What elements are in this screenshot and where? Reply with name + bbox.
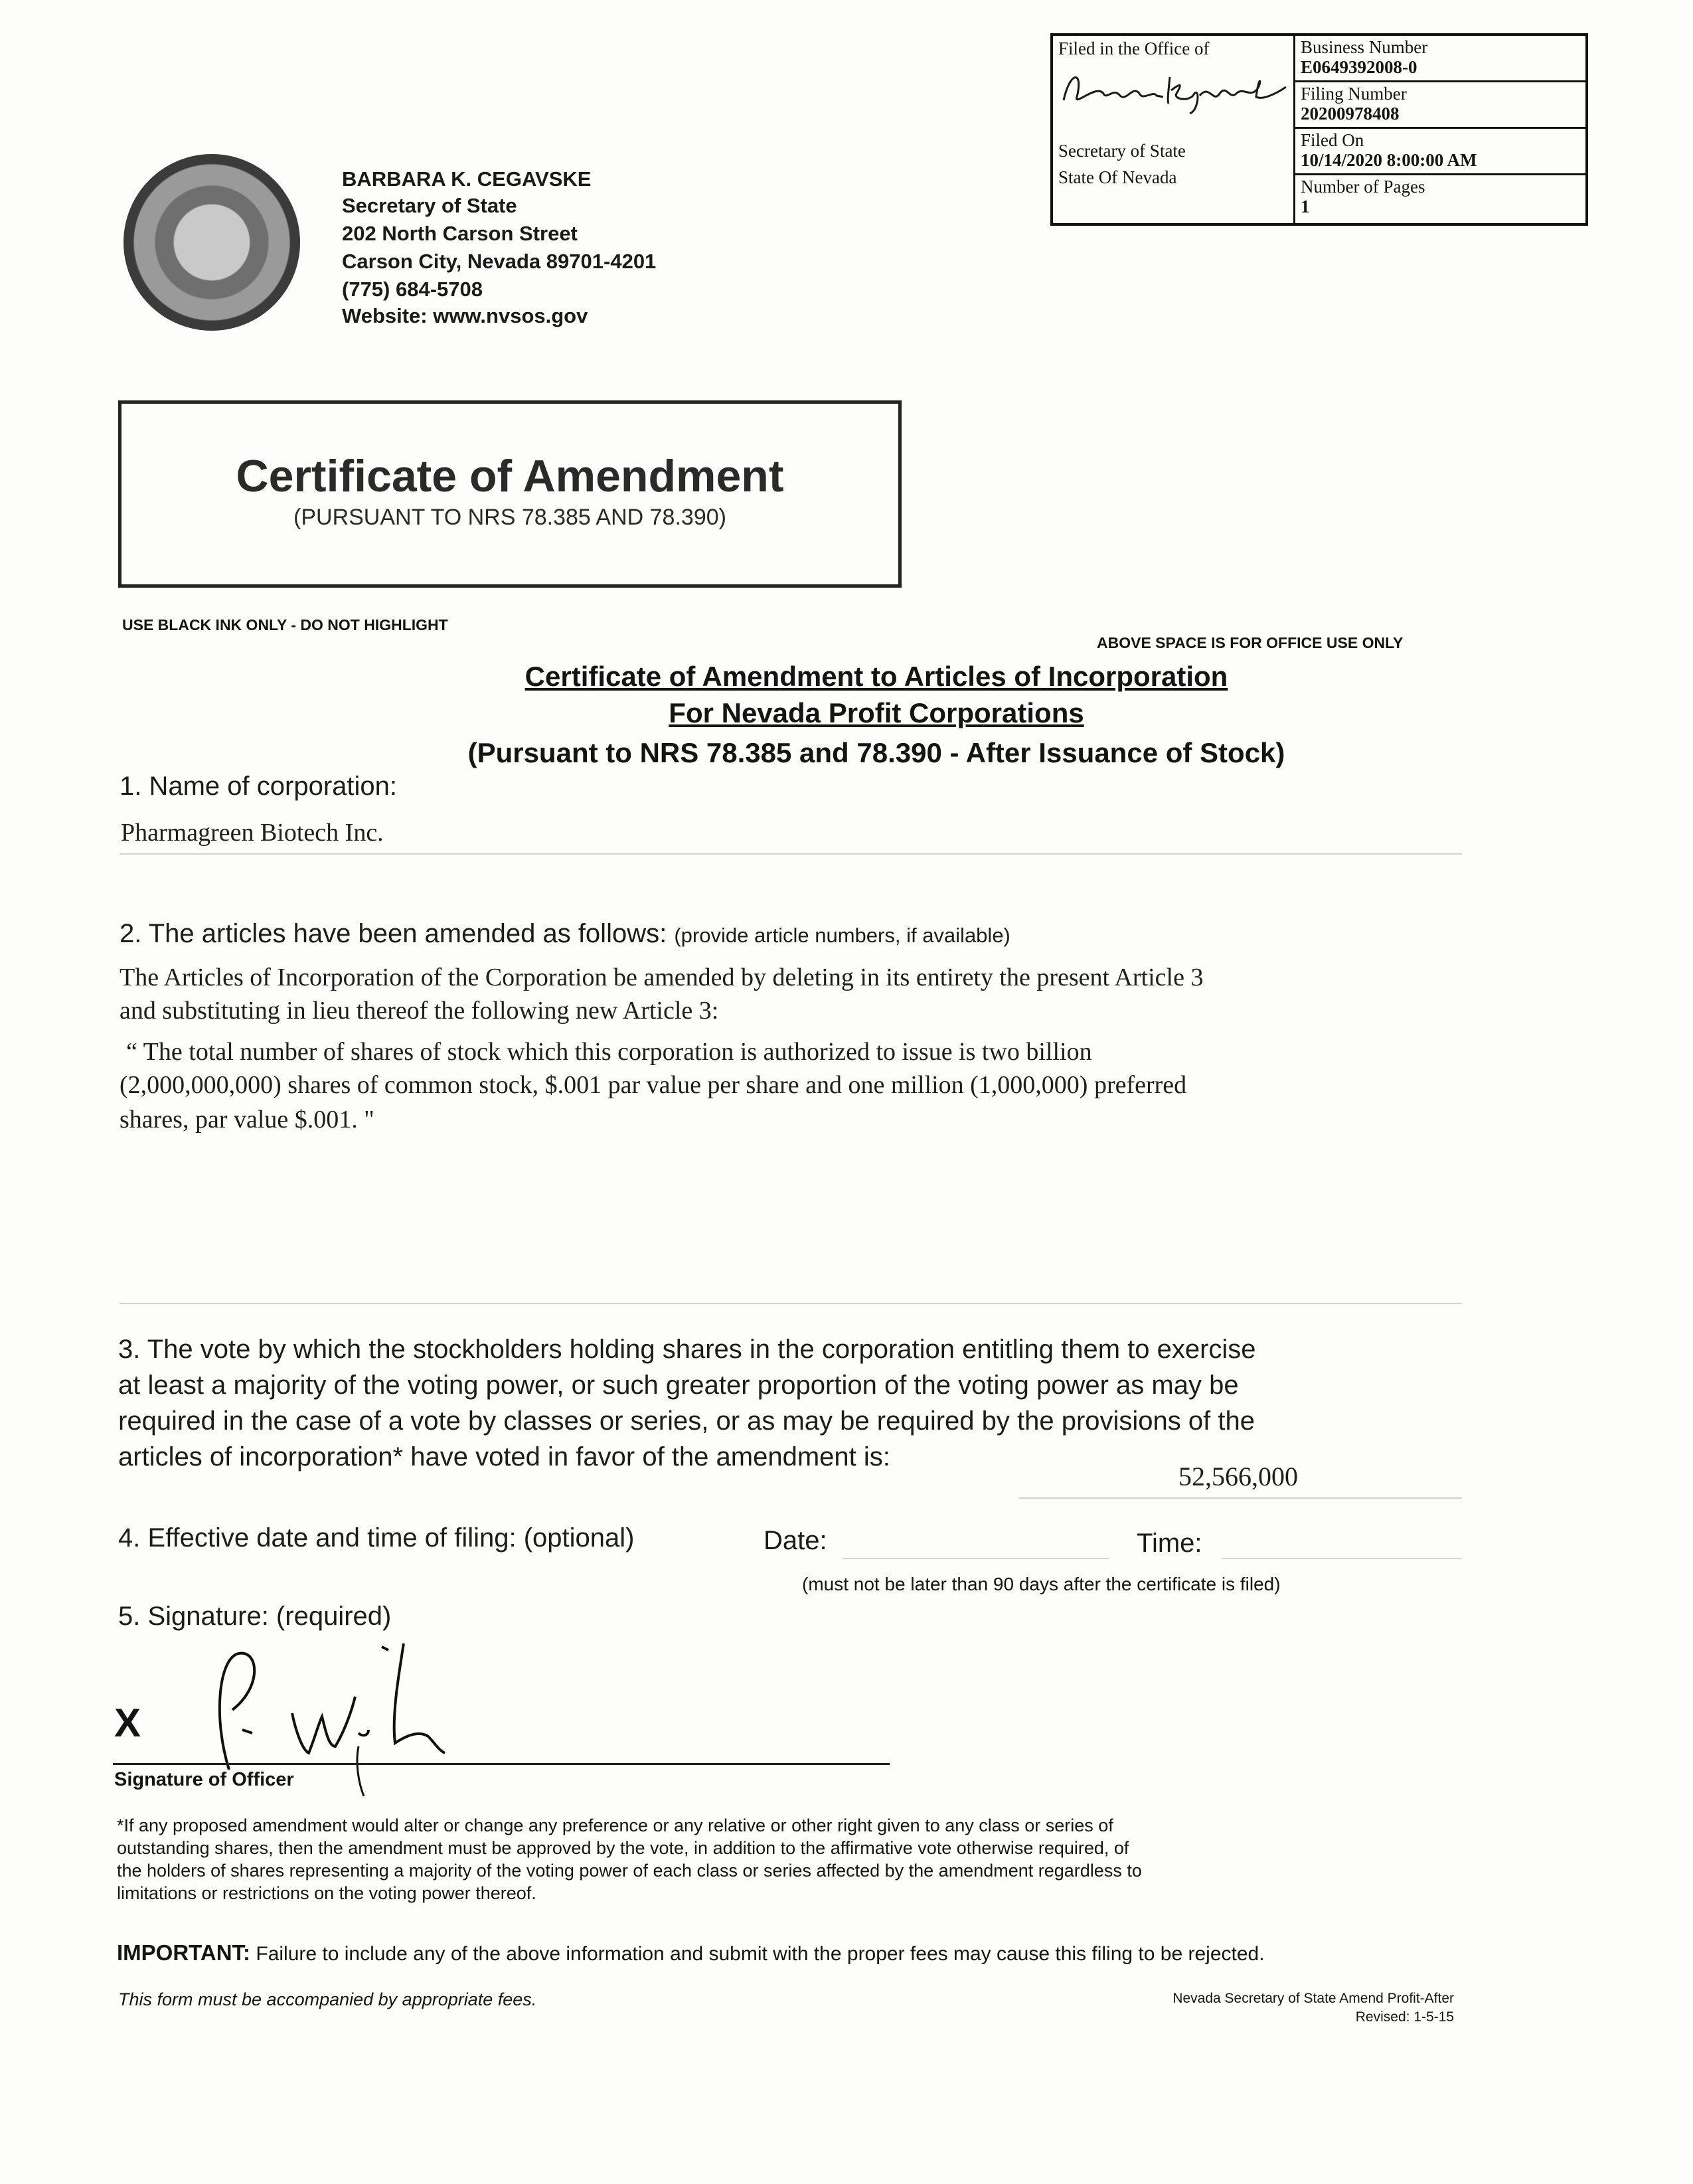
amendment-line: “ The total number of shares of stock which this corporation is authorized to issue is two billion bbox=[126, 1038, 1092, 1066]
footnote-line: outstanding shares, then the amendment must be approved by the vote, in addition to the affirmative vote otherwise required, of bbox=[117, 1838, 1129, 1858]
q3-line: required in the case of a vote by classes or series, or as may be required by the provisions of the bbox=[118, 1406, 1255, 1436]
vote-count-underline bbox=[1019, 1497, 1462, 1499]
filed-in-office-label: Filed in the Office of bbox=[1058, 39, 1210, 58]
important-notice bbox=[117, 1940, 1265, 1966]
filed-on-row bbox=[1295, 129, 1585, 175]
secretary-name: BARBARA K. CEGAVSKE bbox=[342, 167, 592, 191]
secretary-title: Secretary of State bbox=[342, 194, 517, 217]
pages-row bbox=[1295, 175, 1585, 223]
office-phone: (775) 684-5708 bbox=[342, 278, 483, 301]
amendment-line: shares, par value $.001. " bbox=[120, 1106, 374, 1134]
filing-details-cell bbox=[1295, 36, 1585, 223]
business-number-value: E0649392008-0 bbox=[1301, 57, 1417, 77]
time-label: Time: bbox=[1137, 1529, 1202, 1558]
filing-number-row bbox=[1295, 82, 1585, 129]
form-heading-line3: (Pursuant to NRS 78.385 and 78.390 - After Issuance of Stock) bbox=[467, 737, 1285, 768]
filed-on-value: 10/14/2020 8:00:00 AM bbox=[1301, 150, 1477, 170]
q4-label: 4. Effective date and time of filing: (optional) bbox=[118, 1523, 635, 1553]
footnote bbox=[117, 1814, 1142, 1904]
q3-line: articles of incorporation* have voted in favor of the amendment is: bbox=[118, 1442, 890, 1471]
filing-number-value: 20200978408 bbox=[1301, 104, 1400, 124]
certificate-title: Certificate of Amendment bbox=[236, 451, 784, 501]
corporation-name-underline bbox=[120, 853, 1462, 855]
important-label: IMPORTANT: bbox=[117, 1940, 251, 1965]
footnote-line: the holders of shares representing a majority of the voting power of each class or series affected by the amendment regardless to bbox=[117, 1861, 1142, 1881]
q3-line: 3. The vote by which the stockholders holding shares in the corporation entitling them to exercise bbox=[118, 1335, 1256, 1364]
signature-caption: Signature of Officer bbox=[114, 1769, 294, 1790]
office-use-note: ABOVE SPACE IS FOR OFFICE USE ONLY bbox=[1097, 634, 1404, 651]
business-number-label: Business Number bbox=[1301, 37, 1428, 57]
footnote-line: *If any proposed amendment would alter or change any preference or any relative or other right given to any class or series of bbox=[117, 1815, 1113, 1835]
office-city: Carson City, Nevada 89701-4201 bbox=[342, 250, 657, 273]
pages-label: Number of Pages bbox=[1301, 177, 1425, 197]
q5-label: 5. Signature: (required) bbox=[118, 1602, 392, 1631]
date-field[interactable] bbox=[843, 1558, 1109, 1559]
fees-note: This form must be accompanied by appropriate fees. bbox=[118, 1989, 537, 2009]
pages-value: 1 bbox=[1301, 197, 1310, 216]
time-field[interactable] bbox=[1222, 1558, 1462, 1559]
business-number-row bbox=[1295, 36, 1585, 82]
q3-line: at least a majority of the voting power, or such greater proportion of the voting power as may be bbox=[118, 1371, 1239, 1400]
corporation-name-field[interactable]: Pharmagreen Biotech Inc. bbox=[121, 819, 384, 847]
filed-on-label: Filed On bbox=[1301, 130, 1364, 150]
signature-x-mark: X bbox=[114, 1701, 141, 1745]
filing-info-box bbox=[1050, 33, 1588, 226]
filing-number-label: Filing Number bbox=[1301, 84, 1407, 104]
office-street: 202 North Carson Street bbox=[342, 222, 578, 245]
office-website: Website: www.nvsos.gov bbox=[342, 304, 588, 327]
vote-count-field[interactable]: 52,566,000 bbox=[1178, 1462, 1298, 1491]
amendment-text-field[interactable] bbox=[120, 963, 1467, 1282]
black-ink-note: USE BLACK INK ONLY - DO NOT HIGHLIGHT bbox=[122, 616, 448, 633]
certificate-subtitle: (PURSUANT TO NRS 78.385 AND 78.390) bbox=[293, 505, 726, 530]
secretary-of-state-label: Secretary of State bbox=[1058, 141, 1186, 161]
revised-date: Revised: 1-5-15 bbox=[1355, 2009, 1454, 2025]
amendment-line: The Articles of Incorporation of the Corporation be amended by deleting in its entirety the present Article 3 bbox=[120, 964, 1204, 991]
filing-office-cell bbox=[1053, 36, 1295, 223]
date-label: Date: bbox=[764, 1526, 827, 1555]
form-id: Nevada Secretary of State Amend Profit-After bbox=[1172, 1991, 1454, 2006]
q1-label: 1. Name of corporation: bbox=[120, 772, 397, 801]
certificate-title-box bbox=[118, 400, 902, 588]
nevada-seal-icon bbox=[123, 154, 300, 331]
q2-label-text: 2. The articles have been amended as follows: bbox=[120, 919, 667, 948]
important-text: Failure to include any of the above information and submit with the proper fees may cause this filing to be rejected. bbox=[256, 1943, 1265, 1965]
amendment-line: (2,000,000,000) shares of common stock, $.001 par value per share and one million (1,000,000) preferred bbox=[120, 1071, 1187, 1099]
footnote-line: limitations or restrictions on the voting power thereof. bbox=[117, 1883, 536, 1903]
form-heading-line1: Certificate of Amendment to Articles of Incorporation bbox=[524, 661, 1228, 692]
secretary-signature bbox=[1057, 64, 1289, 117]
signature-line bbox=[113, 1763, 890, 1765]
form-heading-line2: For Nevada Profit Corporations bbox=[669, 697, 1084, 728]
state-of-nevada-label: State Of Nevada bbox=[1058, 167, 1177, 187]
amendment-line: and substituting in lieu thereof the following new Article 3: bbox=[120, 997, 719, 1025]
date-limit-note: (must not be later than 90 days after the certificate is filed) bbox=[802, 1574, 1281, 1594]
q2-hint: (provide article numbers, if available) bbox=[674, 924, 1010, 947]
q2-label bbox=[120, 919, 1010, 949]
amendment-bottom-line bbox=[120, 1303, 1462, 1304]
